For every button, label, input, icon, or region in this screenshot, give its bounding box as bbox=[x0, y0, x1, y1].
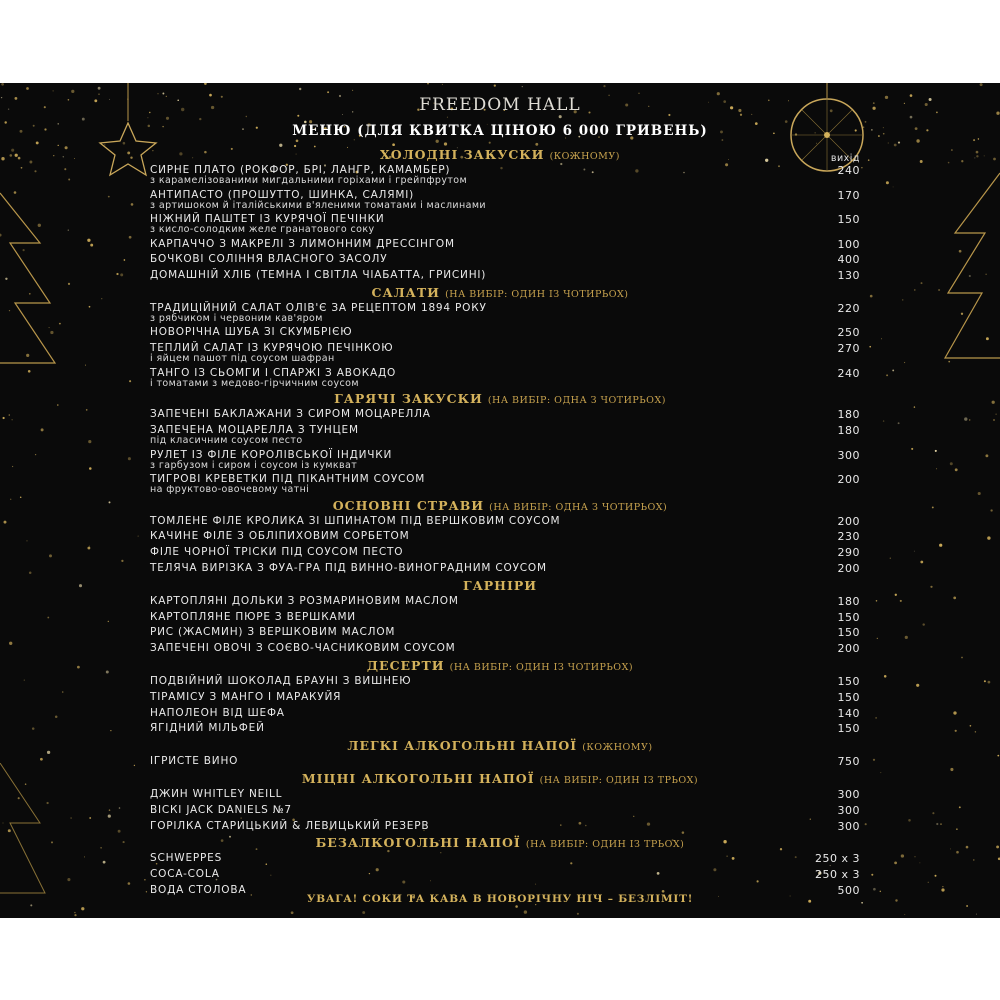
sparkle-dot bbox=[118, 830, 121, 833]
menu-item-portion: 300 bbox=[837, 448, 860, 462]
sparkle-dot bbox=[893, 186, 894, 187]
menu-item-portion: 200 bbox=[837, 561, 860, 575]
sparkle-dot bbox=[955, 468, 958, 471]
menu-item-portion: 240 bbox=[837, 366, 860, 380]
sparkle-dot bbox=[128, 457, 131, 460]
menu-item-name: ТЕПЛИЙ САЛАТ ІЗ КУРЯЧОЮ ПЕЧІНКОЮ bbox=[150, 342, 394, 355]
sparkle-dot bbox=[535, 884, 536, 885]
sparkle-dot bbox=[911, 448, 913, 450]
sparkle-dot bbox=[89, 467, 92, 470]
menu-item-portion: 270 bbox=[837, 342, 860, 356]
menu-item-description: на фруктово-овочевому чатні bbox=[150, 484, 310, 495]
sparkle-dot bbox=[246, 116, 247, 117]
menu-item-name: ЗАПЕЧЕНІ ОВОЧІ З СОЄВО-ЧАСНИКОВИМ СОУСОМ bbox=[150, 642, 456, 655]
sparkle-dot bbox=[489, 142, 491, 144]
sparkle-dot bbox=[942, 886, 943, 887]
sparkle-dot bbox=[922, 623, 924, 625]
sparkle-dot bbox=[1, 83, 4, 86]
sparkle-dot bbox=[87, 239, 90, 242]
menu-item-description: і яйцем пашот під соусом шафран bbox=[150, 353, 335, 365]
menu-item-portion: 200 bbox=[837, 514, 860, 528]
sparkle-dot bbox=[116, 273, 118, 275]
sparkle-dot bbox=[583, 169, 585, 171]
sparkle-dot bbox=[494, 84, 496, 86]
section-title: МІЦНІ АЛКОГОЛЬНІ НАПОЇ bbox=[301, 770, 535, 786]
sparkle-dot bbox=[959, 806, 961, 808]
sparkle-dot bbox=[32, 727, 35, 730]
section-note: (НА ВИБІР: ОДИН ІЗ ТРЬОХ) bbox=[539, 774, 699, 786]
sparkle-dot bbox=[352, 90, 353, 91]
menu-item-name: СИРНЕ ПЛАТО (РОКФОР, БРІ, ЛАНГР, КАМАМБЕР) bbox=[150, 164, 451, 176]
sparkle-dot bbox=[3, 417, 5, 419]
sparkle-dot bbox=[369, 873, 370, 874]
menu-item-description: з гарбузом і сиром і соусом із кумкват bbox=[150, 459, 358, 471]
sparkle-dot bbox=[570, 862, 572, 864]
sparkle-dot bbox=[29, 571, 32, 574]
section-header bbox=[0, 498, 1000, 515]
sparkle-dot bbox=[40, 758, 43, 761]
sparkle-dot bbox=[953, 711, 956, 714]
sparkle-dot bbox=[271, 875, 272, 876]
sparkle-dot bbox=[935, 450, 937, 452]
sparkle-dot bbox=[869, 346, 871, 348]
menu-item-name: ГОРІЛКА СТАРИЦЬКИЙ & ЛЕВИЦЬКИЙ РЕЗЕРВ bbox=[150, 819, 430, 832]
sparkle-dot bbox=[984, 680, 986, 682]
sparkle-dot bbox=[871, 874, 873, 876]
sparkle-dot bbox=[966, 905, 968, 907]
sparkle-dot bbox=[969, 419, 970, 420]
sparkle-dot bbox=[603, 85, 605, 87]
sparkle-dot bbox=[266, 863, 268, 865]
sparkle-dot bbox=[68, 179, 70, 181]
menu-item-portion: 180 bbox=[837, 408, 860, 422]
sparkle-dot bbox=[9, 414, 11, 416]
menu-item-portion: 150 bbox=[837, 690, 860, 704]
section-header bbox=[0, 285, 1000, 302]
sparkle-dot bbox=[128, 882, 131, 885]
section-header bbox=[0, 771, 1000, 788]
sparkle-dot bbox=[985, 454, 988, 457]
menu-item-portion: 230 bbox=[837, 530, 860, 544]
sparkle-dot bbox=[47, 617, 49, 619]
sparkle-dot bbox=[894, 144, 897, 147]
sparkle-dot bbox=[327, 91, 329, 93]
sparkle-dot bbox=[62, 691, 64, 693]
section-title: ЛЕГКІ АЛКОГОЛЬНІ НАПОЇ bbox=[347, 738, 578, 754]
sparkle-dot bbox=[26, 540, 27, 541]
sparkle-dot bbox=[500, 167, 502, 169]
menu-item-name: КАРТОПЛЯНЕ ПЮРЕ З ВЕРШКАМИ bbox=[150, 610, 356, 623]
section-note: (НА ВИБІР: ОДИН ІЗ ТРЬОХ) bbox=[525, 839, 685, 851]
menu-title: МЕНЮ (ДЛЯ КВИТКА ЦІНОЮ 6 000 ГРИВЕНЬ) bbox=[292, 123, 708, 139]
sparkle-dot bbox=[579, 822, 582, 825]
sparkle-dot bbox=[914, 551, 915, 552]
sparkle-dot bbox=[241, 818, 242, 819]
menu-item-portion: 300 bbox=[837, 819, 860, 833]
sparkle-dot bbox=[895, 594, 897, 596]
sparkle-dot bbox=[904, 362, 905, 363]
menu-item-name: ПОДВІЙНИЙ ШОКОЛАД БРАУНІ З ВИШНЕЮ bbox=[150, 674, 412, 687]
sparkle-dot bbox=[124, 259, 126, 261]
sparkle-dot bbox=[995, 414, 996, 415]
sparkle-dot bbox=[865, 823, 867, 825]
menu-item-portion: 300 bbox=[837, 803, 860, 817]
sparkle-dot bbox=[199, 118, 201, 120]
menu-item-portion: 150 bbox=[837, 626, 860, 640]
sparkle-dot bbox=[920, 561, 923, 564]
sparkle-dot bbox=[67, 878, 70, 881]
sparkle-dot bbox=[89, 306, 91, 308]
menu-item-name: КАРТОПЛЯНІ ДОЛЬКИ З РОЗМАРИНОВИМ МАСЛОМ bbox=[150, 594, 459, 607]
menu-item-portion: 220 bbox=[837, 301, 860, 315]
sparkle-dot bbox=[873, 759, 875, 761]
sparkle-dot bbox=[376, 868, 379, 871]
sparkle-dot bbox=[975, 731, 976, 732]
sparkle-dot bbox=[110, 730, 111, 731]
sparkle-dot bbox=[973, 139, 975, 141]
sparkle-dot bbox=[941, 888, 944, 891]
sparkle-dot bbox=[74, 912, 75, 913]
menu-item-name: БОЧКОВІ СОЛІННЯ ВЛАСНОГО ЗАСОЛУ bbox=[150, 253, 388, 266]
sparkle-dot bbox=[70, 817, 72, 819]
sparkle-dot bbox=[916, 139, 919, 142]
sparkle-dot bbox=[795, 856, 797, 858]
menu-item-name: КАРПАЧЧО З МАКРЕЛІ З ЛИМОННИМ ДРЕССІНГОМ bbox=[150, 237, 455, 250]
sparkle-dot bbox=[810, 819, 811, 820]
section-title: ОСНОВНІ СТРАВИ bbox=[332, 497, 485, 513]
brand-name: FREEDOM HALL bbox=[419, 95, 581, 115]
sparkle-dot bbox=[442, 84, 443, 85]
sparkle-dot bbox=[886, 374, 888, 376]
section-header bbox=[0, 578, 1000, 593]
sparkle-dot bbox=[973, 859, 974, 860]
sparkle-dot bbox=[936, 468, 937, 469]
section-title: САЛАТИ bbox=[371, 284, 440, 300]
menu-item-name: ДОМАШНІЙ ХЛІБ (ТЕМНА І СВІТЛА ЧІАБАТТА, ГРИСИНІ) bbox=[150, 269, 487, 282]
section-title: ГАРНІРИ bbox=[462, 577, 538, 593]
menu-item-portion: 150 bbox=[837, 674, 860, 688]
sparkle-dot bbox=[392, 143, 395, 146]
sparkle-dot bbox=[978, 492, 981, 495]
sparkle-dot bbox=[883, 420, 884, 421]
sparkle-dot bbox=[129, 236, 132, 239]
sparkle-dot bbox=[638, 93, 639, 94]
menu-item-name: ДЖИН WHITLEY NEILL bbox=[150, 787, 283, 800]
sparkle-dot bbox=[647, 822, 650, 825]
menu-item-description: і томатами з медово-гірчичним соусом bbox=[150, 377, 359, 389]
menu-item-description: з рябчиком і червоним кав'яром bbox=[150, 312, 323, 324]
sparkle-dot bbox=[976, 914, 977, 915]
sparkle-dot bbox=[987, 536, 990, 539]
sparkle-dot bbox=[916, 684, 919, 687]
sparkle-dot bbox=[55, 715, 58, 718]
sparkle-dot bbox=[82, 118, 85, 121]
sparkle-dot bbox=[633, 816, 634, 817]
menu-item-portion: 170 bbox=[837, 188, 860, 202]
section-header bbox=[0, 391, 1000, 408]
menu-item-name: ІГРИСТЕ ВИНО bbox=[150, 755, 239, 768]
sparkle-dot bbox=[898, 422, 900, 424]
sparkle-dot bbox=[900, 600, 902, 602]
menu-item-portion: 150 bbox=[837, 213, 860, 226]
sparkle-dot bbox=[873, 888, 876, 891]
sparkle-dot bbox=[85, 365, 86, 366]
sparkle-dot bbox=[81, 907, 84, 910]
sparkle-dot bbox=[894, 862, 897, 865]
sparkle-dot bbox=[119, 807, 121, 809]
sparkle-dot bbox=[24, 680, 25, 681]
section-header bbox=[0, 835, 1000, 852]
menu-item-name: ТИГРОВІ КРЕВЕТКИ ПІД ПІКАНТНИМ СОУСОМ bbox=[150, 473, 426, 485]
sparkle-dot bbox=[713, 868, 716, 871]
menu-item-name: НІЖНИЙ ПАШТЕТ ІЗ КУРЯЧОЇ ПЕЧІНКИ bbox=[150, 213, 385, 225]
sparkle-dot bbox=[880, 891, 881, 892]
sparkle-dot bbox=[585, 825, 587, 827]
menu-item-description: з артишоком й італійськими в'яленими томатами і маслинами bbox=[150, 199, 486, 211]
sparkle-dot bbox=[955, 730, 957, 732]
menu-item-name: ВІСКІ JACK DANIELS №7 bbox=[150, 803, 292, 816]
sparkle-dot bbox=[53, 90, 54, 91]
section-header bbox=[0, 658, 1000, 675]
menu-item-name: ЗАПЕЧЕНІ БАКЛАЖАНИ З СИРОМ МОЦАРЕЛЛА bbox=[150, 408, 431, 421]
sparkle-dot bbox=[953, 597, 956, 600]
menu-item-name: ТІРАМІСУ З МАНГО І МАРАКУЙЯ bbox=[150, 690, 342, 703]
sparkle-dot bbox=[74, 914, 76, 916]
sparkle-dot bbox=[915, 856, 916, 857]
menu-item-name: АНТИПАСТО (ПРОШУТТО, ШИНКА, САЛЯМІ) bbox=[150, 188, 415, 201]
sparkle-dot bbox=[131, 203, 134, 206]
menu-item-name: ТАНГО ІЗ СЬОМГИ І СПАРЖІ З АВОКАДО bbox=[150, 366, 397, 379]
sparkle-dot bbox=[732, 857, 735, 860]
sparkle-dot bbox=[447, 117, 448, 118]
sparkle-dot bbox=[683, 172, 685, 174]
sparkle-dot bbox=[129, 380, 131, 382]
sparkle-dot bbox=[299, 88, 301, 90]
sparkle-dot bbox=[138, 536, 139, 537]
menu-item-portion: 180 bbox=[837, 424, 860, 437]
menu-item-portion: 250 х 3 bbox=[815, 852, 860, 866]
section-note: (КОЖНОМУ) bbox=[549, 151, 620, 162]
sparkle-dot bbox=[427, 83, 429, 84]
sparkle-dot bbox=[910, 116, 913, 119]
sparkle-dot bbox=[901, 854, 904, 857]
menu-item-name: ФІЛЕ ЧОРНОЇ ТРІСКИ ПІД СОУСОМ ПЕСТО bbox=[150, 546, 404, 559]
section-note: (НА ВИБІР: ОДНА З ЧОТИРЬОХ) bbox=[489, 501, 668, 513]
sparkle-dot bbox=[9, 642, 12, 645]
sparkle-dot bbox=[940, 823, 941, 824]
sparkle-dot bbox=[908, 819, 911, 822]
sparkle-dot bbox=[444, 142, 447, 145]
section-header bbox=[0, 738, 1000, 755]
sparkle-dot bbox=[134, 765, 135, 766]
menu-item-name: ТОМЛЕНЕ ФІЛЕ КРОЛИКА ЗІ ШПИНАТОМ ПІД ВЕРШКОВИМ СОУСОМ bbox=[150, 514, 561, 527]
section-title: ДЕСЕРТИ bbox=[366, 657, 445, 673]
sparkle-dot bbox=[291, 911, 294, 914]
menu-item-name: ВОДА СТОЛОВА bbox=[150, 883, 247, 896]
sparkle-dot bbox=[721, 139, 723, 141]
sparkle-dot bbox=[993, 419, 995, 421]
sparkle-dot bbox=[88, 440, 91, 443]
sparkle-dot bbox=[108, 815, 111, 818]
menu-item-name: НАПОЛЕОН ВІД ШЕФА bbox=[150, 706, 285, 719]
menu-item-portion: 180 bbox=[837, 594, 860, 608]
menu-item-portion: 750 bbox=[837, 755, 860, 769]
sparkle-dot bbox=[980, 83, 983, 86]
menu-item-description: з карамелізованими мигдальними горіхами і грейпфрутом bbox=[150, 175, 468, 186]
sparkle-dot bbox=[757, 880, 759, 882]
sparkle-dot bbox=[988, 681, 991, 684]
sparkle-dot bbox=[522, 86, 523, 87]
sparkle-dot bbox=[939, 544, 942, 547]
sparkle-dot bbox=[950, 462, 953, 465]
section-note: (КОЖНОМУ) bbox=[582, 742, 653, 754]
sparkle-dot bbox=[436, 140, 439, 143]
sparkle-dot bbox=[35, 454, 36, 455]
menu-item-portion: 130 bbox=[837, 269, 860, 283]
sparkle-dot bbox=[109, 809, 111, 811]
section-note: (НА ВИБІР: ОДНА З ЧОТИРЬОХ) bbox=[487, 395, 666, 407]
sparkle-dot bbox=[936, 823, 938, 825]
sparkle-dot bbox=[71, 90, 74, 93]
sparkle-dot bbox=[89, 817, 91, 819]
sparkle-dot bbox=[904, 914, 905, 915]
menu-item-portion: 250 bbox=[837, 326, 860, 340]
menu-item-description: з кисло-солодким желе гранатового соку bbox=[150, 224, 375, 235]
sparkle-dot bbox=[84, 856, 85, 857]
sparkle-dot bbox=[881, 338, 882, 339]
sparkle-dot bbox=[920, 863, 921, 864]
menu-item-name: КАЧИНЕ ФІЛЕ З ОБЛІПИХОВИМ СОРБЕТОМ bbox=[150, 530, 410, 543]
sparkle-dot bbox=[876, 600, 878, 602]
sparkle-dot bbox=[87, 547, 90, 550]
sparkle-dot bbox=[577, 913, 579, 915]
menu-item-portion: 250 х 3 bbox=[815, 868, 860, 882]
sparkle-dot bbox=[354, 139, 355, 140]
sparkle-dot bbox=[956, 828, 958, 830]
section-title: ГАРЯЧІ ЗАКУСКИ bbox=[334, 391, 483, 407]
menu-item-portion: 150 bbox=[837, 610, 860, 624]
sparkle-dot bbox=[682, 831, 685, 834]
menu-item-name: ЗАПЕЧЕНА МОЦАРЕЛЛА З ТУНЦЕМ bbox=[150, 424, 359, 436]
sparkle-dot bbox=[970, 725, 972, 727]
menu-item-portion: 200 bbox=[837, 642, 860, 656]
sparkle-dot bbox=[4, 521, 7, 524]
sparkle-dot bbox=[884, 675, 887, 678]
menu-item-name: SCHWEPPES bbox=[150, 852, 223, 865]
menu-item-portion: 200 bbox=[837, 473, 860, 486]
menu-item-name: НОВОРІЧНА ШУБА ЗІ СКУМБРІЄЮ bbox=[150, 326, 353, 339]
menu-item-name: ТЕЛЯЧА ВИРІЗКА З ФУА-ГРА ПІД ВИННО-ВИНОГРАДНИМ СОУСОМ bbox=[150, 561, 547, 574]
sparkle-dot bbox=[64, 168, 66, 170]
sparkle-dot bbox=[90, 244, 93, 247]
sparkle-dot bbox=[430, 880, 431, 881]
sparkle-dot bbox=[890, 558, 891, 559]
menu-item-portion: 400 bbox=[837, 253, 860, 267]
sparkle-dot bbox=[68, 230, 69, 231]
sparkle-dot bbox=[886, 181, 889, 184]
section-title: ХОЛОДНІ ЗАКУСКИ bbox=[380, 147, 545, 162]
sparkle-dot bbox=[121, 560, 123, 562]
sparkle-dot bbox=[296, 139, 299, 142]
menu-item-portion: 150 bbox=[837, 722, 860, 736]
sparkle-dot bbox=[26, 87, 29, 90]
sparkle-dot bbox=[144, 879, 146, 881]
sparkle-dot bbox=[877, 638, 878, 639]
section-note: (НА ВИБІР: ОДИН ІЗ ЧОТИРЬОХ) bbox=[449, 661, 634, 673]
sparkle-dot bbox=[726, 856, 727, 857]
menu-card bbox=[0, 83, 1000, 918]
sparkle-dot bbox=[36, 141, 39, 144]
sparkle-dot bbox=[559, 115, 562, 118]
menu-item-portion: 140 bbox=[837, 706, 860, 720]
section-header bbox=[0, 147, 1000, 164]
menu-item-portion: 290 bbox=[837, 546, 860, 560]
sparkle-dot bbox=[892, 369, 894, 371]
sparkle-dot bbox=[592, 171, 594, 173]
sparkle-dot bbox=[12, 419, 13, 420]
sparkle-dot bbox=[120, 273, 123, 276]
section-title: БЕЗАЛКОГОЛЬНІ НАПОЇ bbox=[315, 835, 521, 851]
sparkle-dot bbox=[905, 636, 908, 639]
sparkle-dot bbox=[108, 196, 110, 198]
menu-item-portion: 500 bbox=[837, 883, 860, 897]
sparkle-dot bbox=[888, 143, 889, 144]
sparkle-dot bbox=[932, 812, 934, 814]
menu-item-name: ТРАДИЦІЙНИЙ САЛАТ ОЛІВ'Є ЗА РЕЦЕПТОМ 1894 РОКУ bbox=[150, 301, 487, 314]
sparkle-dot bbox=[515, 905, 518, 908]
sparkle-dot bbox=[204, 83, 207, 85]
sparkle-dot bbox=[12, 466, 13, 467]
sparkle-dot bbox=[108, 621, 109, 622]
column-header: вихід bbox=[830, 153, 860, 164]
sparkle-dot bbox=[21, 167, 23, 169]
sparkle-dot bbox=[89, 546, 90, 547]
sparkle-dot bbox=[560, 824, 561, 825]
menu-item-name: ЯГІДНИЙ МІЛЬФЕЙ bbox=[150, 722, 265, 735]
sparkle-dot bbox=[535, 143, 538, 146]
sparkle-dot bbox=[49, 554, 52, 557]
sparkle-dot bbox=[58, 145, 59, 146]
sparkle-dot bbox=[928, 882, 929, 883]
sparkle-dot bbox=[875, 717, 877, 719]
sparkle-dot bbox=[362, 911, 365, 914]
footer-note: УВАГА! СОКИ ТА КАВА В НОВОРІЧНУ НІЧ – БЕЗЛІМІТ! bbox=[306, 893, 694, 905]
sparkle-dot bbox=[402, 880, 405, 883]
sparkle-dot bbox=[103, 861, 106, 864]
menu-item-portion: 100 bbox=[837, 237, 860, 251]
sparkle-dot bbox=[86, 409, 88, 411]
menu-item-name: РИС (ЖАСМИН) З ВЕРШКОВИМ МАСЛОМ bbox=[150, 626, 396, 639]
sparkle-dot bbox=[524, 910, 527, 913]
sparkle-dot bbox=[964, 417, 967, 420]
section-note: (НА ВИБІР: ОДИН ІЗ ЧОТИРЬОХ) bbox=[445, 288, 629, 300]
sparkle-dot bbox=[921, 282, 923, 284]
menu-item-portion: 300 bbox=[837, 787, 860, 801]
sparkle-dot bbox=[635, 169, 638, 172]
sparkle-dot bbox=[657, 872, 660, 875]
sparkle-dot bbox=[935, 875, 937, 877]
menu-item-portion: 240 bbox=[837, 164, 860, 177]
menu-item-name: РУЛЕТ ІЗ ФІЛЕ КОРОЛІВСЬКОЇ ІНДИЧКИ bbox=[150, 448, 393, 461]
menu-item-description: під класичним соусом песто bbox=[150, 435, 303, 446]
sparkle-dot bbox=[41, 428, 44, 431]
sparkle-dot bbox=[898, 142, 900, 144]
menu-item-name: COCA-COLA bbox=[150, 868, 220, 881]
